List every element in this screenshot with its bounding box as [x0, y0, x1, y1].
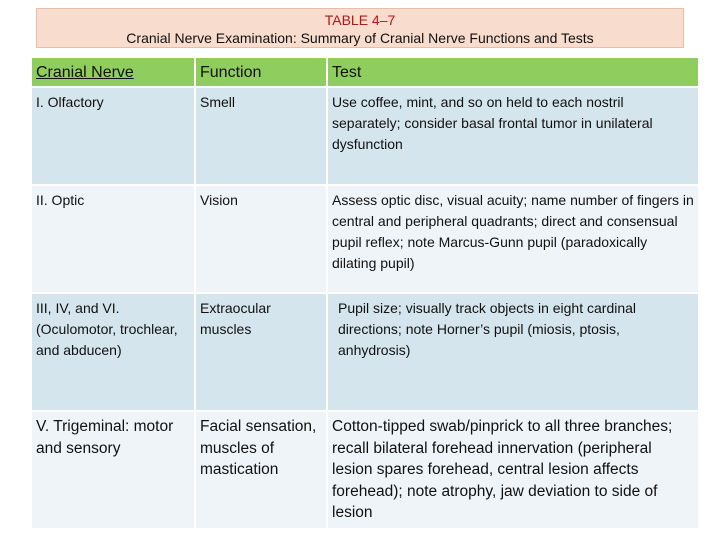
cell-function: Extraocular muscles	[195, 293, 327, 411]
header-function: Function	[195, 57, 327, 87]
cranial-nerve-table	[30, 56, 700, 530]
header-test: Test	[327, 57, 699, 87]
cell-function: Smell	[195, 87, 327, 185]
table-number: TABLE 4–7	[324, 12, 396, 28]
cell-function: Facial sensation, muscles of mastication	[195, 411, 327, 529]
table-row	[31, 293, 699, 411]
cell-test: Cotton-tipped swab/pinprick to all three branches; recall bilateral forehead innervation (peripheral lesion spares forehead, central lesion affects forehead); note atrophy, jaw deviation to side of lesion	[327, 411, 699, 529]
table-row	[31, 87, 699, 185]
header-nerve: Cranial Nerve	[31, 57, 195, 87]
header-row	[31, 57, 699, 87]
cell-test: Assess optic disc, visual acuity; name number of fingers in central and peripheral quadrants; direct and consensual pupil reflex; note Marcus-Gunn pupil (paradoxically dilating pupil)	[327, 185, 699, 293]
table-title-box	[36, 8, 684, 48]
cell-nerve: I. Olfactory	[31, 87, 195, 185]
cell-test: Pupil size; visually track objects in eight cardinal directions; note Horner’s pupil (miosis, ptosis, anhydrosis)	[327, 293, 699, 411]
cell-nerve: II. Optic	[31, 185, 195, 293]
cell-test: Use coffee, mint, and so on held to each nostril separately; consider basal frontal tumor in unilateral dysfunction	[327, 87, 699, 185]
cell-nerve: III, IV, and VI. (Oculomotor, trochlear, and abducen)	[31, 293, 195, 411]
table-row	[31, 185, 699, 293]
table-subtitle: Cranial Nerve Examination: Summary of Cranial Nerve Functions and Tests	[126, 30, 594, 46]
cell-function: Vision	[195, 185, 327, 293]
cell-nerve: V. Trigeminal: motor and sensory	[31, 411, 195, 529]
table-row	[31, 411, 699, 529]
